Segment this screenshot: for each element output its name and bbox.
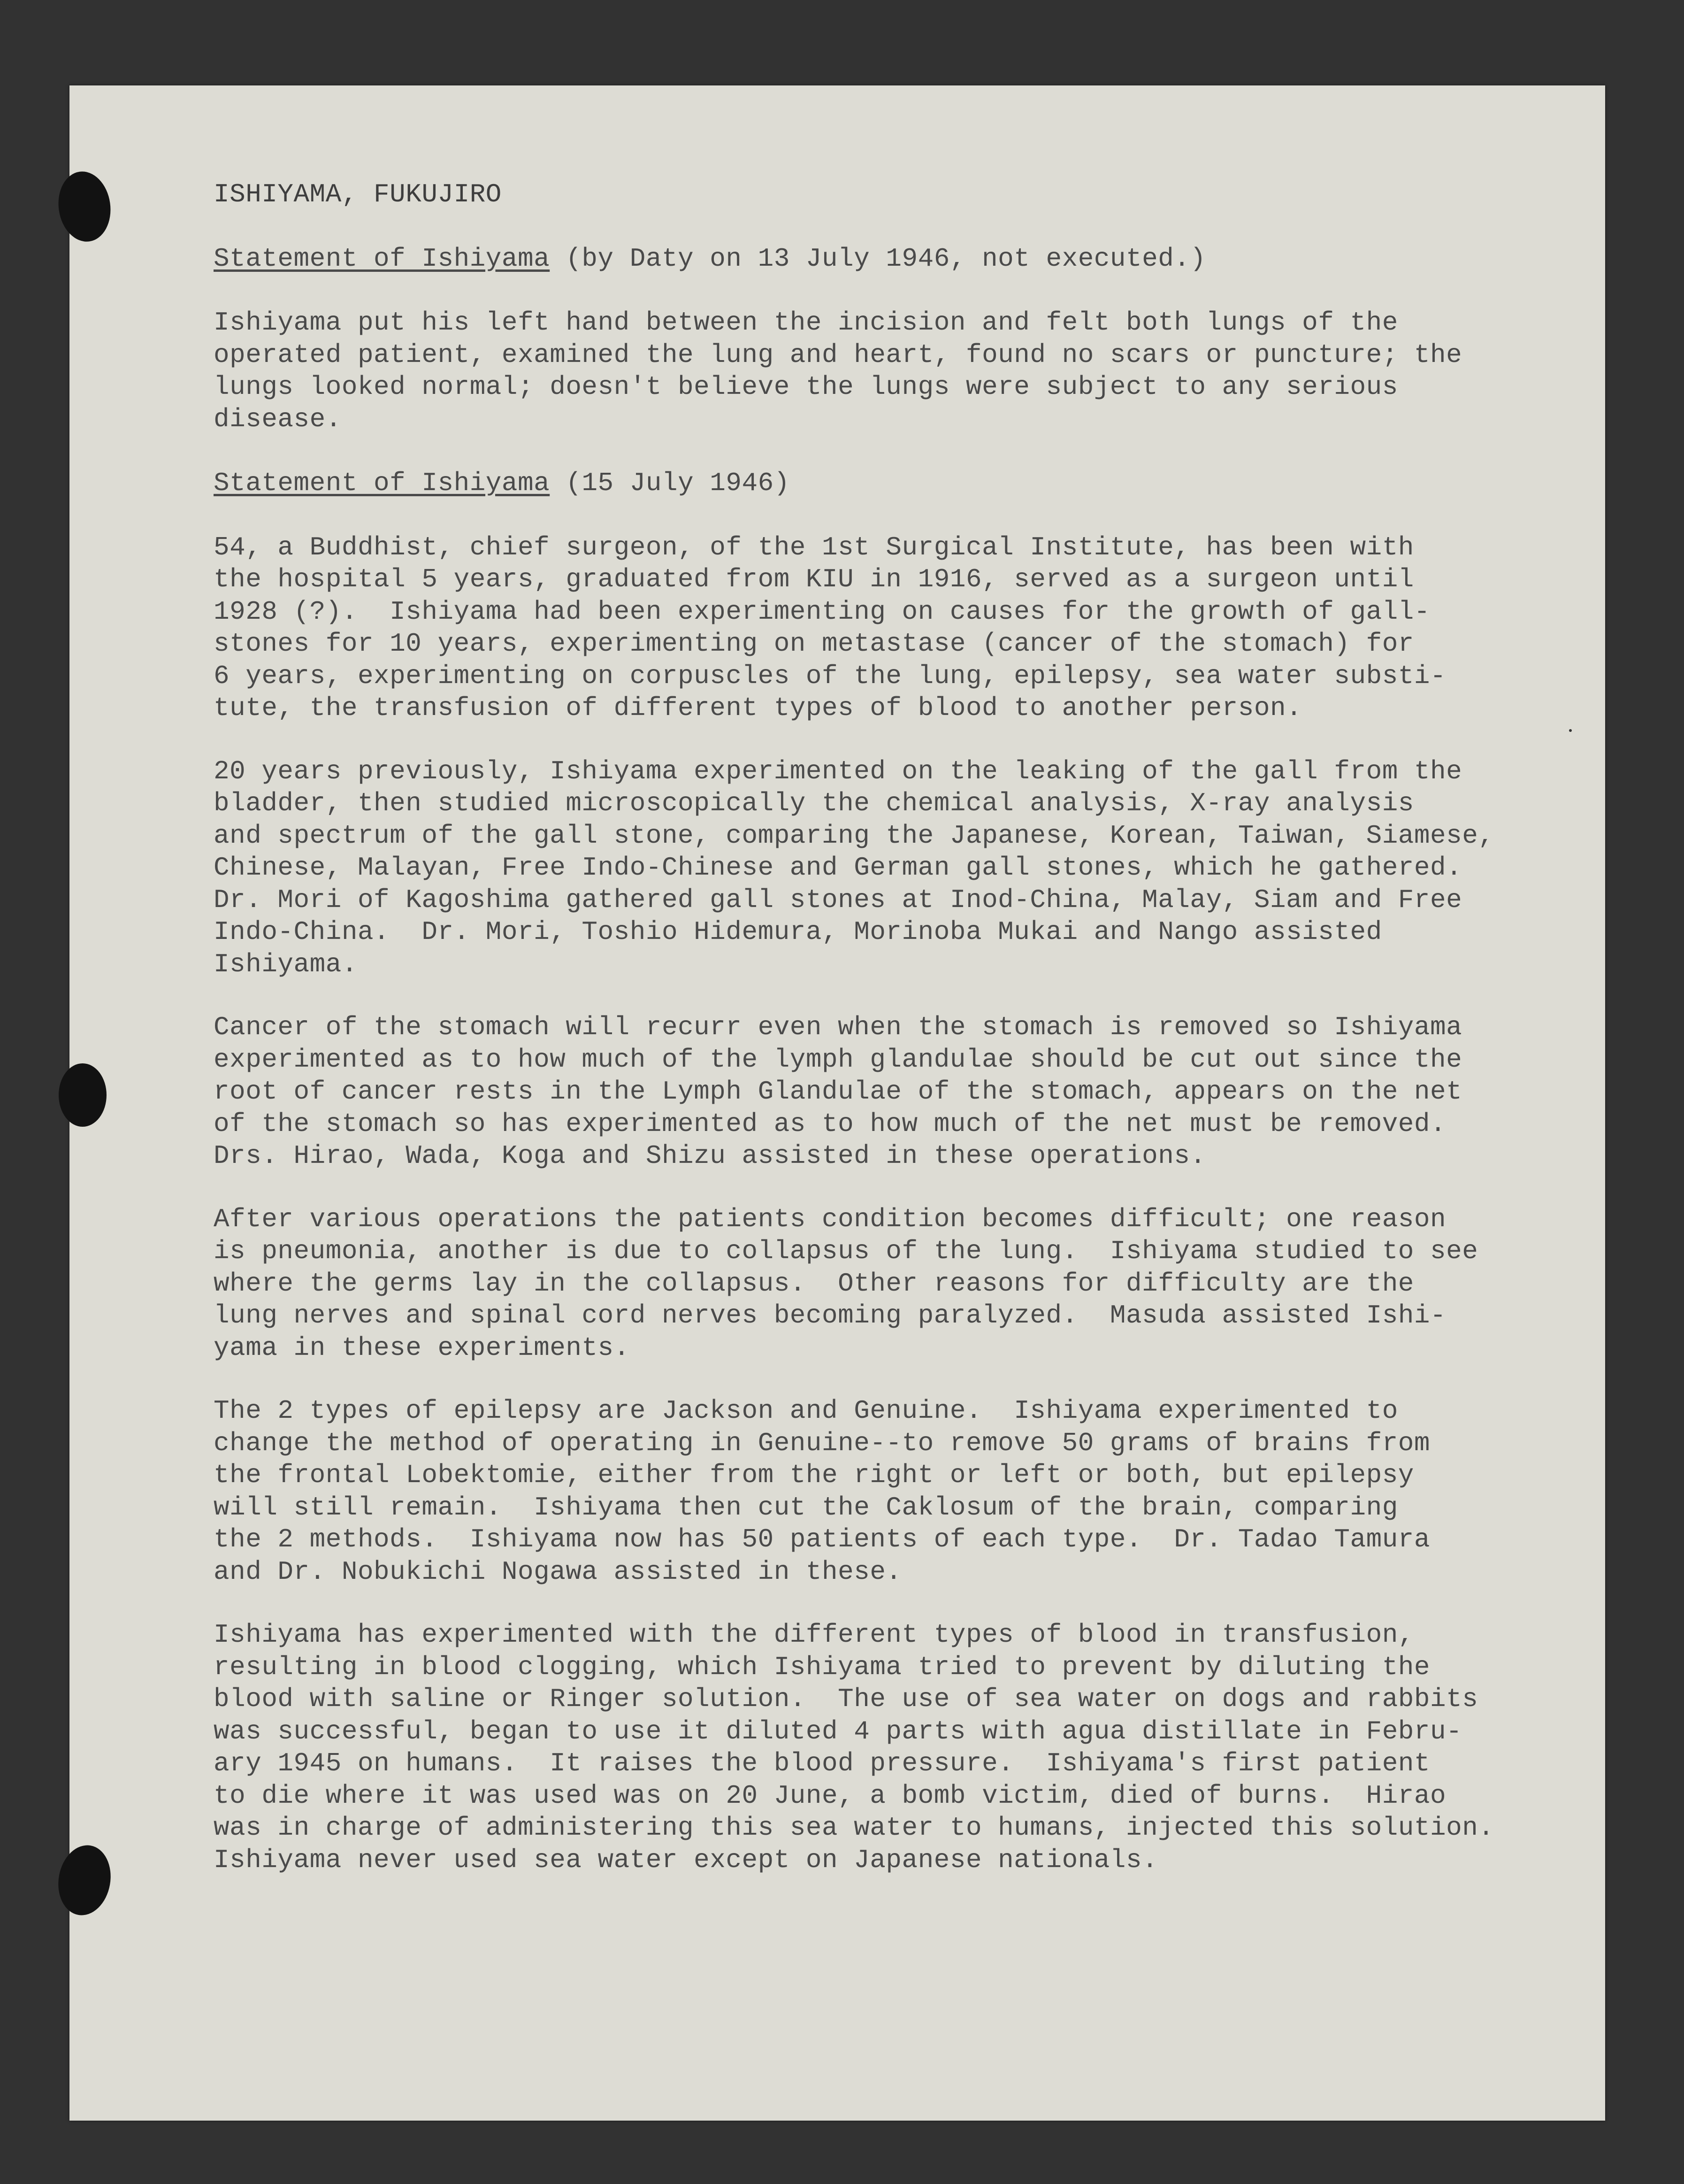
- text-line: ary 1945 on humans. It raises the blood pressure. Ishiyama's first patient: [214, 1748, 1431, 1778]
- paragraph-epilepsy: [214, 1395, 1589, 1588]
- text-line: yama in these experiments.: [214, 1332, 630, 1363]
- text-line: After various operations the patients condition becomes difficult; one reason: [214, 1204, 1447, 1234]
- text-line: tute, the transfusion of different types of blood to another person.: [214, 693, 1302, 723]
- paragraph-blood-transfusion: [214, 1619, 1589, 1876]
- subject-name: ISHIYAMA, FUKUJIRO: [214, 179, 502, 209]
- text-line: the 2 methods. Ishiyama now has 50 patients of each type. Dr. Tadao Tamura: [214, 1524, 1431, 1554]
- text-line: Chinese, Malayan, Free Indo-Chinese and German gall stones, which he gathered.: [214, 853, 1462, 883]
- text-line: 6 years, experimenting on corpuscles of the lung, epilepsy, sea water substi-: [214, 661, 1447, 691]
- text-line: root of cancer rests in the Lymph Glandulae of the stomach, appears on the net: [214, 1077, 1462, 1107]
- text-line: Ishiyama put his left hand between the incision and felt both lungs of the: [214, 308, 1398, 338]
- paragraph-gall-stones: [214, 755, 1589, 981]
- text-line: will still remain. Ishiyama then cut the Caklosum of the brain, comparing: [214, 1492, 1398, 1523]
- text-line: Ishiyama.: [214, 949, 358, 979]
- text-line: Dr. Mori of Kagoshima gathered gall stones at Inod-China, Malay, Siam and Free: [214, 884, 1462, 915]
- text-line: of the stomach so has experimented as to how much of the net must be removed.: [214, 1108, 1447, 1139]
- text-line: where the germs lay in the collapsus. Other reasons for difficulty are the: [214, 1268, 1414, 1299]
- text-line: Drs. Hirao, Wada, Koga and Shizu assisted in these operations.: [214, 1141, 1206, 1171]
- text-line: bladder, then studied microscopically the chemical analysis, X-ray analysis: [214, 788, 1414, 818]
- text-line: was successful, began to use it diluted 4 parts with agua distillate in Febru-: [214, 1716, 1462, 1746]
- text-line: Indo-China. Dr. Mori, Toshio Hidemura, Morinoba Mukai and Nango assisted: [214, 917, 1382, 947]
- statement-2-heading: [214, 467, 1589, 500]
- text-line: Ishiyama has experimented with the different types of blood in transfusion,: [214, 1620, 1414, 1650]
- document-text: [214, 178, 1589, 1876]
- paragraph-lung-collapsus: [214, 1203, 1589, 1364]
- text-line: The 2 types of epilepsy are Jackson and Genuine. Ishiyama experimented to: [214, 1396, 1398, 1426]
- statement-1-heading: [214, 243, 1589, 275]
- text-line: Ishiyama never used sea water except on Japanese nationals.: [214, 1845, 1158, 1875]
- text-line: and Dr. Nobukichi Nogawa assisted in these.: [214, 1556, 902, 1587]
- statement-1-meta: (by Daty on 13 July 1946, not executed.): [550, 243, 1206, 274]
- text-line: lung nerves and spinal cord nerves becoming paralyzed. Masuda assisted Ishi-: [214, 1300, 1447, 1330]
- text-line: 54, a Buddhist, chief surgeon, of the 1st Surgical Institute, has been with: [214, 532, 1414, 562]
- text-line: 20 years previously, Ishiyama experimented on the leaking of the gall from the: [214, 756, 1462, 786]
- paragraph-stomach-cancer: [214, 1011, 1589, 1172]
- text-line: the hospital 5 years, graduated from KIU in 1916, served as a surgeon until: [214, 564, 1414, 594]
- binder-hole-middle: [59, 1063, 107, 1127]
- statement-1-body: [214, 307, 1589, 435]
- text-line: disease.: [214, 404, 342, 434]
- text-line: change the method of operating in Genuine--to remove 50 grams of brains from: [214, 1428, 1431, 1458]
- text-line: and spectrum of the gall stone, comparing the Japanese, Korean, Taiwan, Siamese,: [214, 820, 1494, 851]
- text-line: to die where it was used was on 20 June, a bomb victim, died of burns. Hirao: [214, 1780, 1447, 1811]
- text-line: operated patient, examined the lung and heart, found no scars or puncture; the: [214, 339, 1462, 370]
- text-line: is pneumonia, another is due to collapsus of the lung. Ishiyama studied to see: [214, 1236, 1478, 1266]
- text-line: experimented as to how much of the lymph glandulae should be cut out since the: [214, 1044, 1462, 1075]
- text-line: blood with saline or Ringer solution. The use of sea water on dogs and rabbits: [214, 1684, 1478, 1714]
- statement-1-title: Statement of Ishiyama: [214, 243, 550, 274]
- text-line: was in charge of administering this sea water to humans, injected this solution.: [214, 1813, 1494, 1843]
- text-line: 1928 (?). Ishiyama had been experimenting on causes for the growth of gall-: [214, 596, 1431, 627]
- text-line: resulting in blood clogging, which Ishiyama tried to prevent by diluting the: [214, 1652, 1431, 1682]
- text-line: lungs looked normal; doesn't believe the lungs were subject to any serious: [214, 372, 1398, 402]
- text-line: stones for 10 years, experimenting on metastase (cancer of the stomach) for: [214, 629, 1414, 659]
- paragraph-biography: [214, 531, 1589, 724]
- statement-2-title: Statement of Ishiyama: [214, 468, 550, 498]
- text-line: Cancer of the stomach will recurr even when the stomach is removed so Ishiyama: [214, 1012, 1462, 1042]
- statement-2-meta: (15 July 1946): [550, 468, 790, 498]
- text-line: the frontal Lobektomie, either from the right or left or both, but epilepsy: [214, 1460, 1414, 1490]
